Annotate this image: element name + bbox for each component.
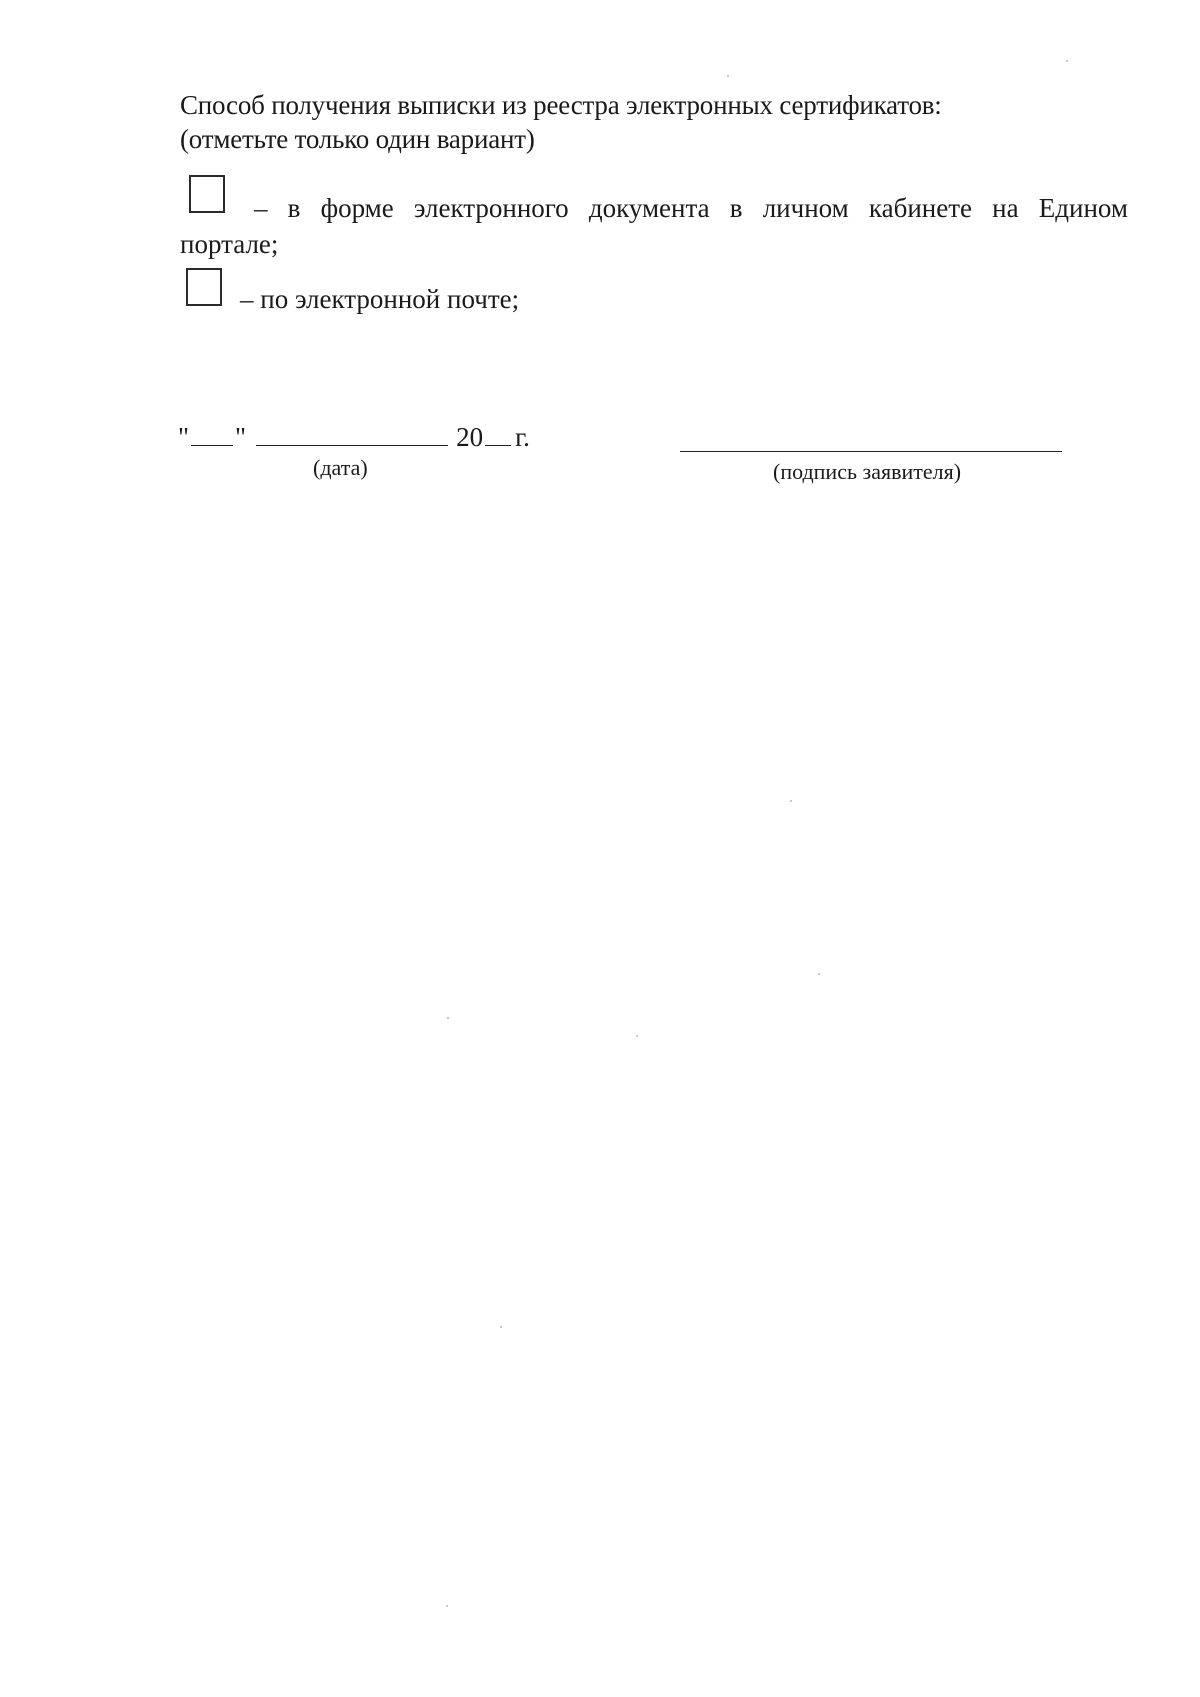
signature-caption: (подпись заявителя) xyxy=(773,459,962,484)
scan-speck xyxy=(447,1017,449,1019)
scan-speck xyxy=(790,800,792,802)
date-close-quote: " xyxy=(235,422,247,452)
option-email-checkbox[interactable] xyxy=(186,268,222,306)
section-heading xyxy=(180,88,942,156)
option-portal-line-1: – в форме электронного документа в личном кабинете на Едином xyxy=(254,193,1128,223)
option-portal-text xyxy=(180,190,1128,262)
day-blank[interactable] xyxy=(191,423,233,446)
month-blank[interactable] xyxy=(256,423,448,446)
date-caption: (дата) xyxy=(313,455,368,480)
heading-line-2: (отметьте только один вариант) xyxy=(180,124,535,154)
option-email-text: – по электронной почте; xyxy=(240,284,520,314)
scan-speck xyxy=(1066,60,1068,62)
signature-line[interactable] xyxy=(680,451,1062,452)
year-prefix: 20 xyxy=(456,422,484,452)
date-open-quote: " xyxy=(178,422,190,452)
scan-speck xyxy=(446,1605,448,1607)
year-suffix: г. xyxy=(515,422,530,452)
scan-speck xyxy=(727,75,729,77)
scan-speck xyxy=(818,973,820,975)
heading-line-1: Способ получения выписки из реестра электронных сертификатов: xyxy=(180,90,942,120)
scan-speck xyxy=(500,1326,502,1328)
date-field xyxy=(178,420,530,454)
scan-speck xyxy=(636,1035,638,1037)
option-portal-line-2: портале; xyxy=(180,229,279,259)
year-blank[interactable] xyxy=(485,423,511,446)
